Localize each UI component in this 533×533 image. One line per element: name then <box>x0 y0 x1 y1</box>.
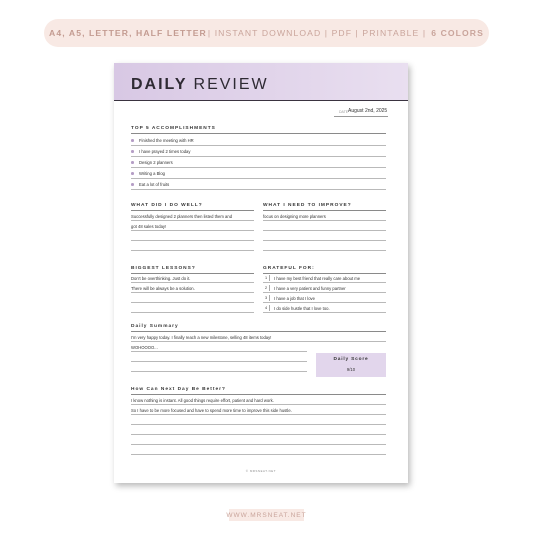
did-well-heading: WHAT DID I DO WELL? <box>131 203 203 208</box>
better-heading: How Can Next Day Be Better? <box>131 387 226 392</box>
writing-line <box>263 230 386 231</box>
grateful-item-4: I do side hustle that I love too. <box>274 306 330 311</box>
bullet-dot <box>131 150 134 153</box>
improve-line-1: focus on designing more planners <box>263 214 326 219</box>
summary-heading: Daily Summary <box>131 324 179 329</box>
writing-line <box>131 302 254 303</box>
writing-line <box>131 361 307 362</box>
writing-line <box>131 371 307 372</box>
writing-line <box>131 220 254 221</box>
writing-line <box>263 312 386 313</box>
writing-line <box>131 404 386 405</box>
date-value: August 2nd, 2025 <box>348 108 388 114</box>
section-rule <box>263 273 386 274</box>
writing-line <box>131 444 386 445</box>
writing-line <box>131 434 386 435</box>
writing-line <box>131 189 386 190</box>
writing-line <box>263 302 386 303</box>
writing-line <box>131 414 386 415</box>
improve-heading: WHAT I NEED TO IMPROVE? <box>263 203 352 208</box>
writing-line <box>131 156 386 157</box>
section-rule <box>131 133 386 134</box>
writing-line <box>131 178 386 179</box>
writing-line <box>131 454 386 455</box>
writing-line <box>131 240 254 241</box>
lessons-line-2: There will be always be a solution. <box>131 286 195 291</box>
grateful-number: 3 <box>263 295 270 301</box>
writing-line <box>131 167 386 168</box>
did-well-line-2: got 48 sales today! <box>131 224 167 229</box>
accomplishment-5: Eat a lot of fruits <box>139 182 170 187</box>
bullet-dot <box>131 161 134 164</box>
banner-features: | INSTANT DOWNLOAD | PDF | PRINTABLE | <box>207 28 427 38</box>
writing-line <box>131 312 254 313</box>
planner-header <box>114 63 408 101</box>
writing-line <box>263 220 386 221</box>
accomplishments-heading: TOP 5 ACCOMPLISHMENTS <box>131 126 216 131</box>
writing-line <box>131 145 386 146</box>
accomplishment-1: Finished the meeting with HR <box>139 138 194 143</box>
summary-line-1: I'm very happy today. I finally reach a new milestone, selling 48 items today! <box>131 335 272 340</box>
summary-line-2: WOHOOOO... <box>131 345 158 350</box>
daily-score-label: Daily Score <box>333 357 369 362</box>
writing-line <box>263 282 386 283</box>
banner-sizes: A4, A5, LETTER, HALF LETTER <box>49 28 207 38</box>
title-light: REVIEW <box>193 76 269 93</box>
writing-line <box>263 292 386 293</box>
section-rule <box>263 210 386 211</box>
bullet-dot <box>131 183 134 186</box>
daily-score-box <box>316 353 386 377</box>
banner-colors: 6 COLORS <box>431 28 484 38</box>
lessons-line-1: Don't be overthinking. Just do it. <box>131 276 191 281</box>
grateful-number: 2 <box>263 285 270 291</box>
writing-line <box>131 424 386 425</box>
accomplishment-2: I have prayed 2 times today <box>139 149 191 154</box>
writing-line <box>131 351 307 352</box>
writing-line <box>263 250 386 251</box>
page-title <box>131 76 269 94</box>
accomplishment-3: Design 2 planners <box>139 160 173 165</box>
writing-line <box>131 292 254 293</box>
grateful-number: 4 <box>263 305 270 311</box>
did-well-line-1: Successfully designed 2 planners then listed them and <box>131 214 233 219</box>
footer-url: WWW.MRSNEAT.NET <box>229 509 304 521</box>
grateful-heading: GRATEFUL FOR: <box>263 266 315 271</box>
bullet-dot <box>131 139 134 142</box>
product-banner <box>44 19 489 47</box>
grateful-number: 1 <box>263 275 270 281</box>
accomplishment-4: Writing a Blog <box>139 171 165 176</box>
bullet-dot <box>131 172 134 175</box>
daily-score-value: 9/10 <box>346 367 356 372</box>
better-line-2: So I have to be more focused and have to spend more time to improve this side hustle. <box>131 408 292 413</box>
writing-line <box>131 341 386 342</box>
writing-line <box>131 250 254 251</box>
grateful-item-2: I have a very patient and funny partner <box>274 286 346 291</box>
writing-line <box>131 282 254 283</box>
planner-sheet <box>114 63 408 483</box>
lessons-heading: BIGGEST LESSONS? <box>131 266 196 271</box>
section-rule <box>131 210 254 211</box>
sheet-footer: © MRSNEAT.NET <box>245 469 277 473</box>
writing-line <box>131 230 254 231</box>
section-rule <box>131 331 386 332</box>
title-bold: DAILY <box>131 76 188 93</box>
date-underline <box>334 116 388 117</box>
grateful-item-3: I have a job that I love <box>274 296 315 301</box>
writing-line <box>263 240 386 241</box>
section-rule <box>131 394 386 395</box>
section-rule <box>131 273 254 274</box>
better-line-1: I know nothing is instant. All good things require effort, patient and hard work. <box>131 398 274 403</box>
date-label: DATE <box>339 110 349 114</box>
grateful-item-1: I have my best friend that really care about me <box>274 276 361 281</box>
